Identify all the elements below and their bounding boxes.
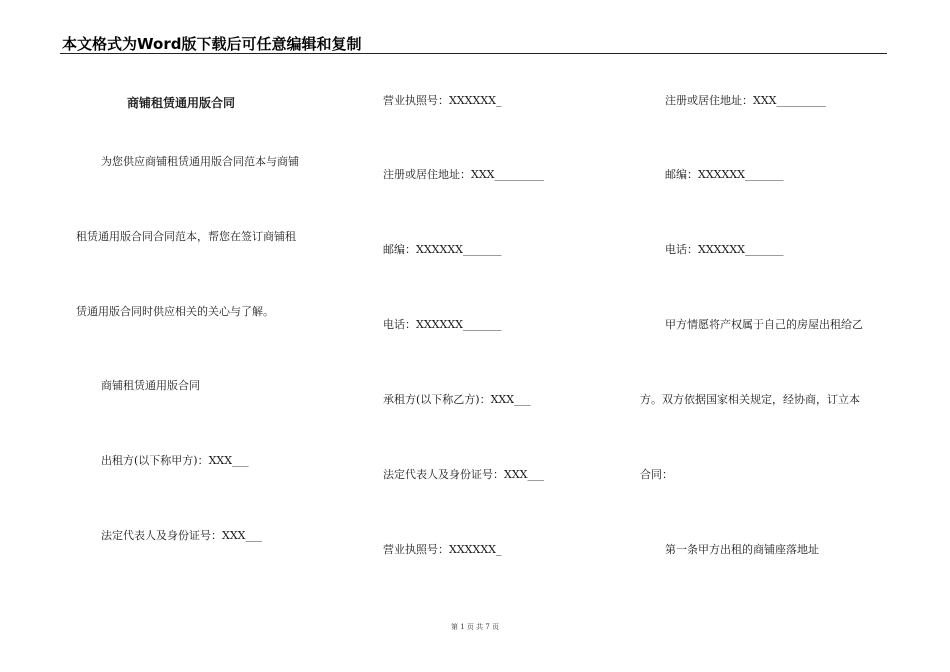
col1-paragraph-line: 租赁通用版合同合同范本，帮您在签订商铺租 <box>76 230 296 243</box>
col3-paragraph-line: 合同： <box>640 468 673 481</box>
col2-lessee-line: 承租方(以下称乙方)：XXX___ <box>383 393 531 406</box>
col2-postcode-line: 邮编：XXXXXX_______ <box>383 243 502 256</box>
col1-contract-heading: 商铺租赁通用版合同 <box>101 379 200 392</box>
col1-representative-line: 法定代表人及身份证号：XXX___ <box>101 529 262 542</box>
col3-phone-line: 电话：XXXXXX_______ <box>665 243 784 256</box>
col3-paragraph-line: 方。双方依据国家相关规定，经协商，订立本 <box>640 393 860 406</box>
col3-postcode-line: 邮编：XXXXXX_______ <box>665 168 784 181</box>
col1-paragraph-line: 赁通用版合同时供应相关的关心与了解。 <box>76 305 274 318</box>
document-title: 商铺租赁通用版合同 <box>127 96 236 110</box>
header-title: 本文格式为Word版下载后可任意编辑和复制 <box>62 35 362 53</box>
col2-license-line: 营业执照号：XXXXXX_ <box>383 94 502 107</box>
col3-article-line: 第一条甲方出租的商铺座落地址 <box>665 543 819 556</box>
col2-phone-line: 电话：XXXXXX_______ <box>383 318 502 331</box>
col2-address-line: 注册或居住地址：XXX_________ <box>383 168 544 181</box>
col1-lessor-line: 出租方(以下称甲方)：XXX___ <box>101 454 249 467</box>
col3-address-line: 注册或居住地址：XXX_________ <box>665 94 826 107</box>
page-number: 第 1 页 共 7 页 <box>450 623 500 631</box>
col2-representative-line: 法定代表人及身份证号：XXX___ <box>383 468 544 481</box>
col3-paragraph-line: 甲方情愿将产权属于自己的房屋出租给乙 <box>665 318 863 331</box>
header-divider <box>60 53 887 54</box>
col2-license-line: 营业执照号：XXXXXX_ <box>383 543 502 556</box>
col1-paragraph-line: 为您供应商铺租赁通用版合同范本与商铺 <box>101 155 299 168</box>
